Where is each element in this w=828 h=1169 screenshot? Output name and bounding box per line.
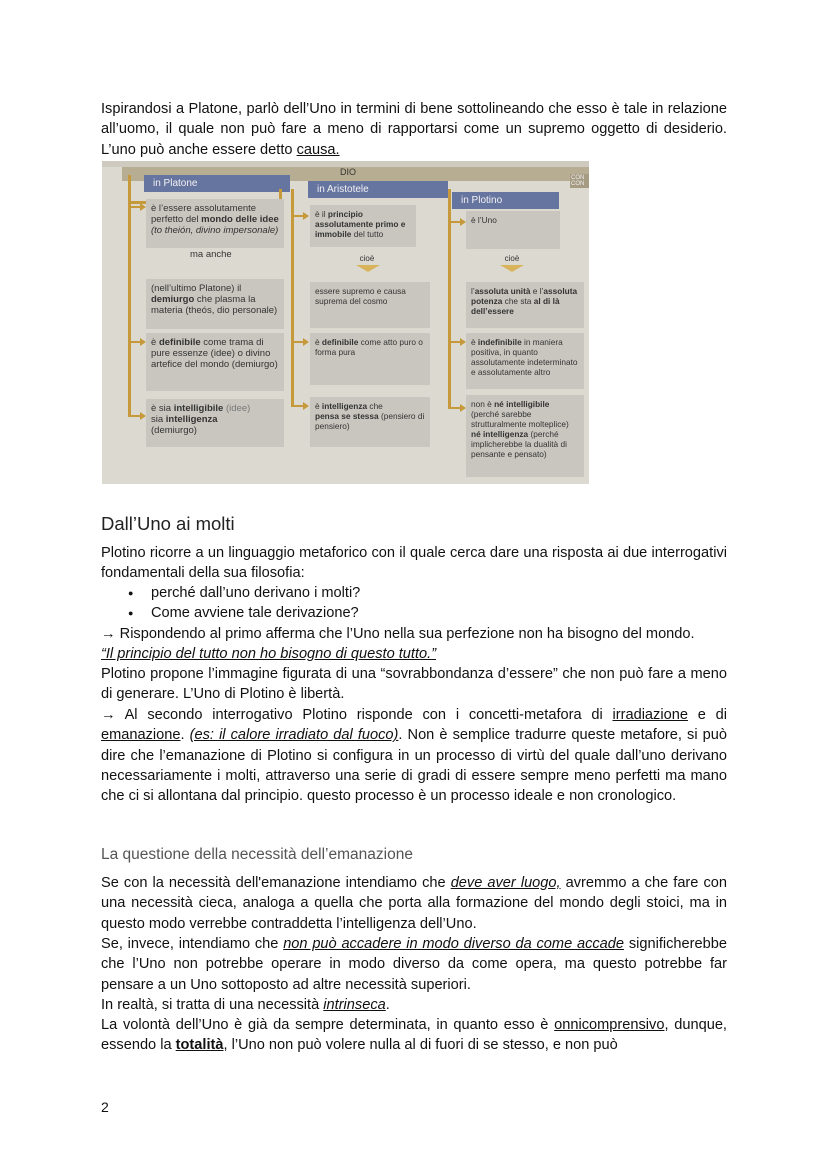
platone-box-3: è definibile come trama di pure essenze (idee) o divino artefice del mondo (demiurgo): [146, 333, 284, 391]
platone-box-2: (nell’ultimo Platone) il demiurgo che plasma la materia (theós, dio personale): [146, 279, 284, 329]
ma-anche-label: ma anche: [190, 249, 232, 260]
plotino-cioe: cioè: [504, 254, 520, 263]
page-number: 2: [101, 1099, 109, 1115]
section1-paragraph-1: Plotino ricorre a un linguaggio metaforico con il quale cerca dare una risposta ai due interrogativi fondamentali della sua filosofia:: [101, 545, 727, 582]
con-label: CON CON: [571, 175, 585, 187]
intro-paragraph: Ispirandosi a Platone, parlò dell’Uno in termini di bene sottolineando che esso è tale in relazione all’uomo, il quale non può fare a meno di rapportarsi come un supremo oggetto di desiderio. L’uno può anche essere detto causa.: [101, 101, 727, 158]
bullet-item-2: ● Come avviene tale derivazione?: [129, 603, 359, 623]
aristotele-box-4: è intelligenza che pensa se stessa (pensiero di pensiero): [310, 397, 430, 447]
section-title-dall-uno-ai-molti: Dall’Uno ai molti: [101, 513, 235, 534]
concept-diagram: [102, 161, 589, 484]
section-title-necessita-emanazione: La questione della necessità dell’emanazione: [101, 846, 413, 863]
aristotele-box-1: è il principio assolutamente primo e immobile del tutto: [310, 205, 416, 247]
aristotele-cioe: cioè: [359, 254, 375, 263]
platone-box-4: è sia intelligibile (idee) sia intelligenza (demiurgo): [146, 399, 284, 447]
platone-box-1: è l’essere assolutamente perfetto del mondo delle idee (to theión, divino impersonale): [146, 199, 284, 248]
header-plotino: in Plotino: [452, 192, 559, 209]
section2-paragraph-4: La volontà dell’Uno è già da sempre determinata, in quanto esso è onnicomprensivo, dunque, essendo la totalità, l’Uno non può volere nulla al di fuori di se stesso, e non può: [101, 1017, 727, 1054]
section1-paragraph-2: → Rispondendo al primo afferma che l’Uno nella sua perfezione non ha bisogno del mondo.: [101, 626, 695, 642]
header-platone: in Platone: [144, 175, 290, 192]
dio-label: DIO: [340, 167, 357, 177]
header-aristotele: in Aristotele: [308, 181, 448, 198]
plotino-box-4: non è né intelligibile (perché sarebbe strutturalmente molteplice) né intelligenza (perché implicherebbe la dualità di pensante e pensato): [466, 395, 584, 477]
section1-paragraph-4: → Al secondo interrogativo Plotino risponde con i concetti-metafora di irradiazione e di emanazione. (es: il calore irradiato dal fuoco). Non è semplice tradurre queste metafore, si può dire che l’emanazione di Plotino si configura in un processo di virtù del quale dall’uno derivano necessariamente i molti, attraverso una serie di gradi di essere sempre meno perfetti ma mano che ci si allontana dal principio. questo processo è un processo ideale e non cronologico.: [101, 707, 728, 805]
plotino-box-3: è indefinibile in maniera positiva, in quanto assolutamente indeterminato e assolutamente altro: [466, 333, 584, 389]
section2-paragraph-1: Se con la necessità dell'emanazione intendiamo che deve aver luogo, avremmo a che fare con una necessità cieca, analoga a quella che porta alla formazione del mondo degli stoici, ma in questo modo verrebbe contraddetta l’intelligenza dell’Uno.: [101, 875, 727, 932]
quote: “Il principio del tutto non ho bisogno di questo tutto.”: [101, 646, 437, 662]
aristotele-box-2: essere supremo e causa suprema del cosmo: [310, 282, 430, 328]
section2-paragraph-3: In realtà, si tratta di una necessità intrinseca.: [101, 997, 390, 1013]
aristotele-box-3: è definibile come atto puro o forma pura: [310, 333, 430, 385]
plotino-box-2: l’assoluta unità e l’assoluta potenza che sta al di là dell’essere: [466, 282, 584, 328]
section1-paragraph-3: Plotino propone l’immagine figurata di una “sovrabbondanza d’essere” che non può fare a meno di generare. L’Uno di Plotino è libertà.: [101, 666, 727, 703]
section2-paragraph-2: Se, invece, intendiamo che non può accadere in modo diverso da come accade significherebbe che l’Uno non potrebbe operare in modo diverso da come opera, ma questo potrebbe far pensare a un Uno sottoposto ad altre necessità superiori.: [101, 936, 727, 993]
plotino-box-1: è l’Uno: [466, 211, 560, 249]
bullet-item-1: ● perché dall’uno derivano i molti?: [129, 583, 360, 603]
causa-link: causa.: [296, 141, 340, 158]
